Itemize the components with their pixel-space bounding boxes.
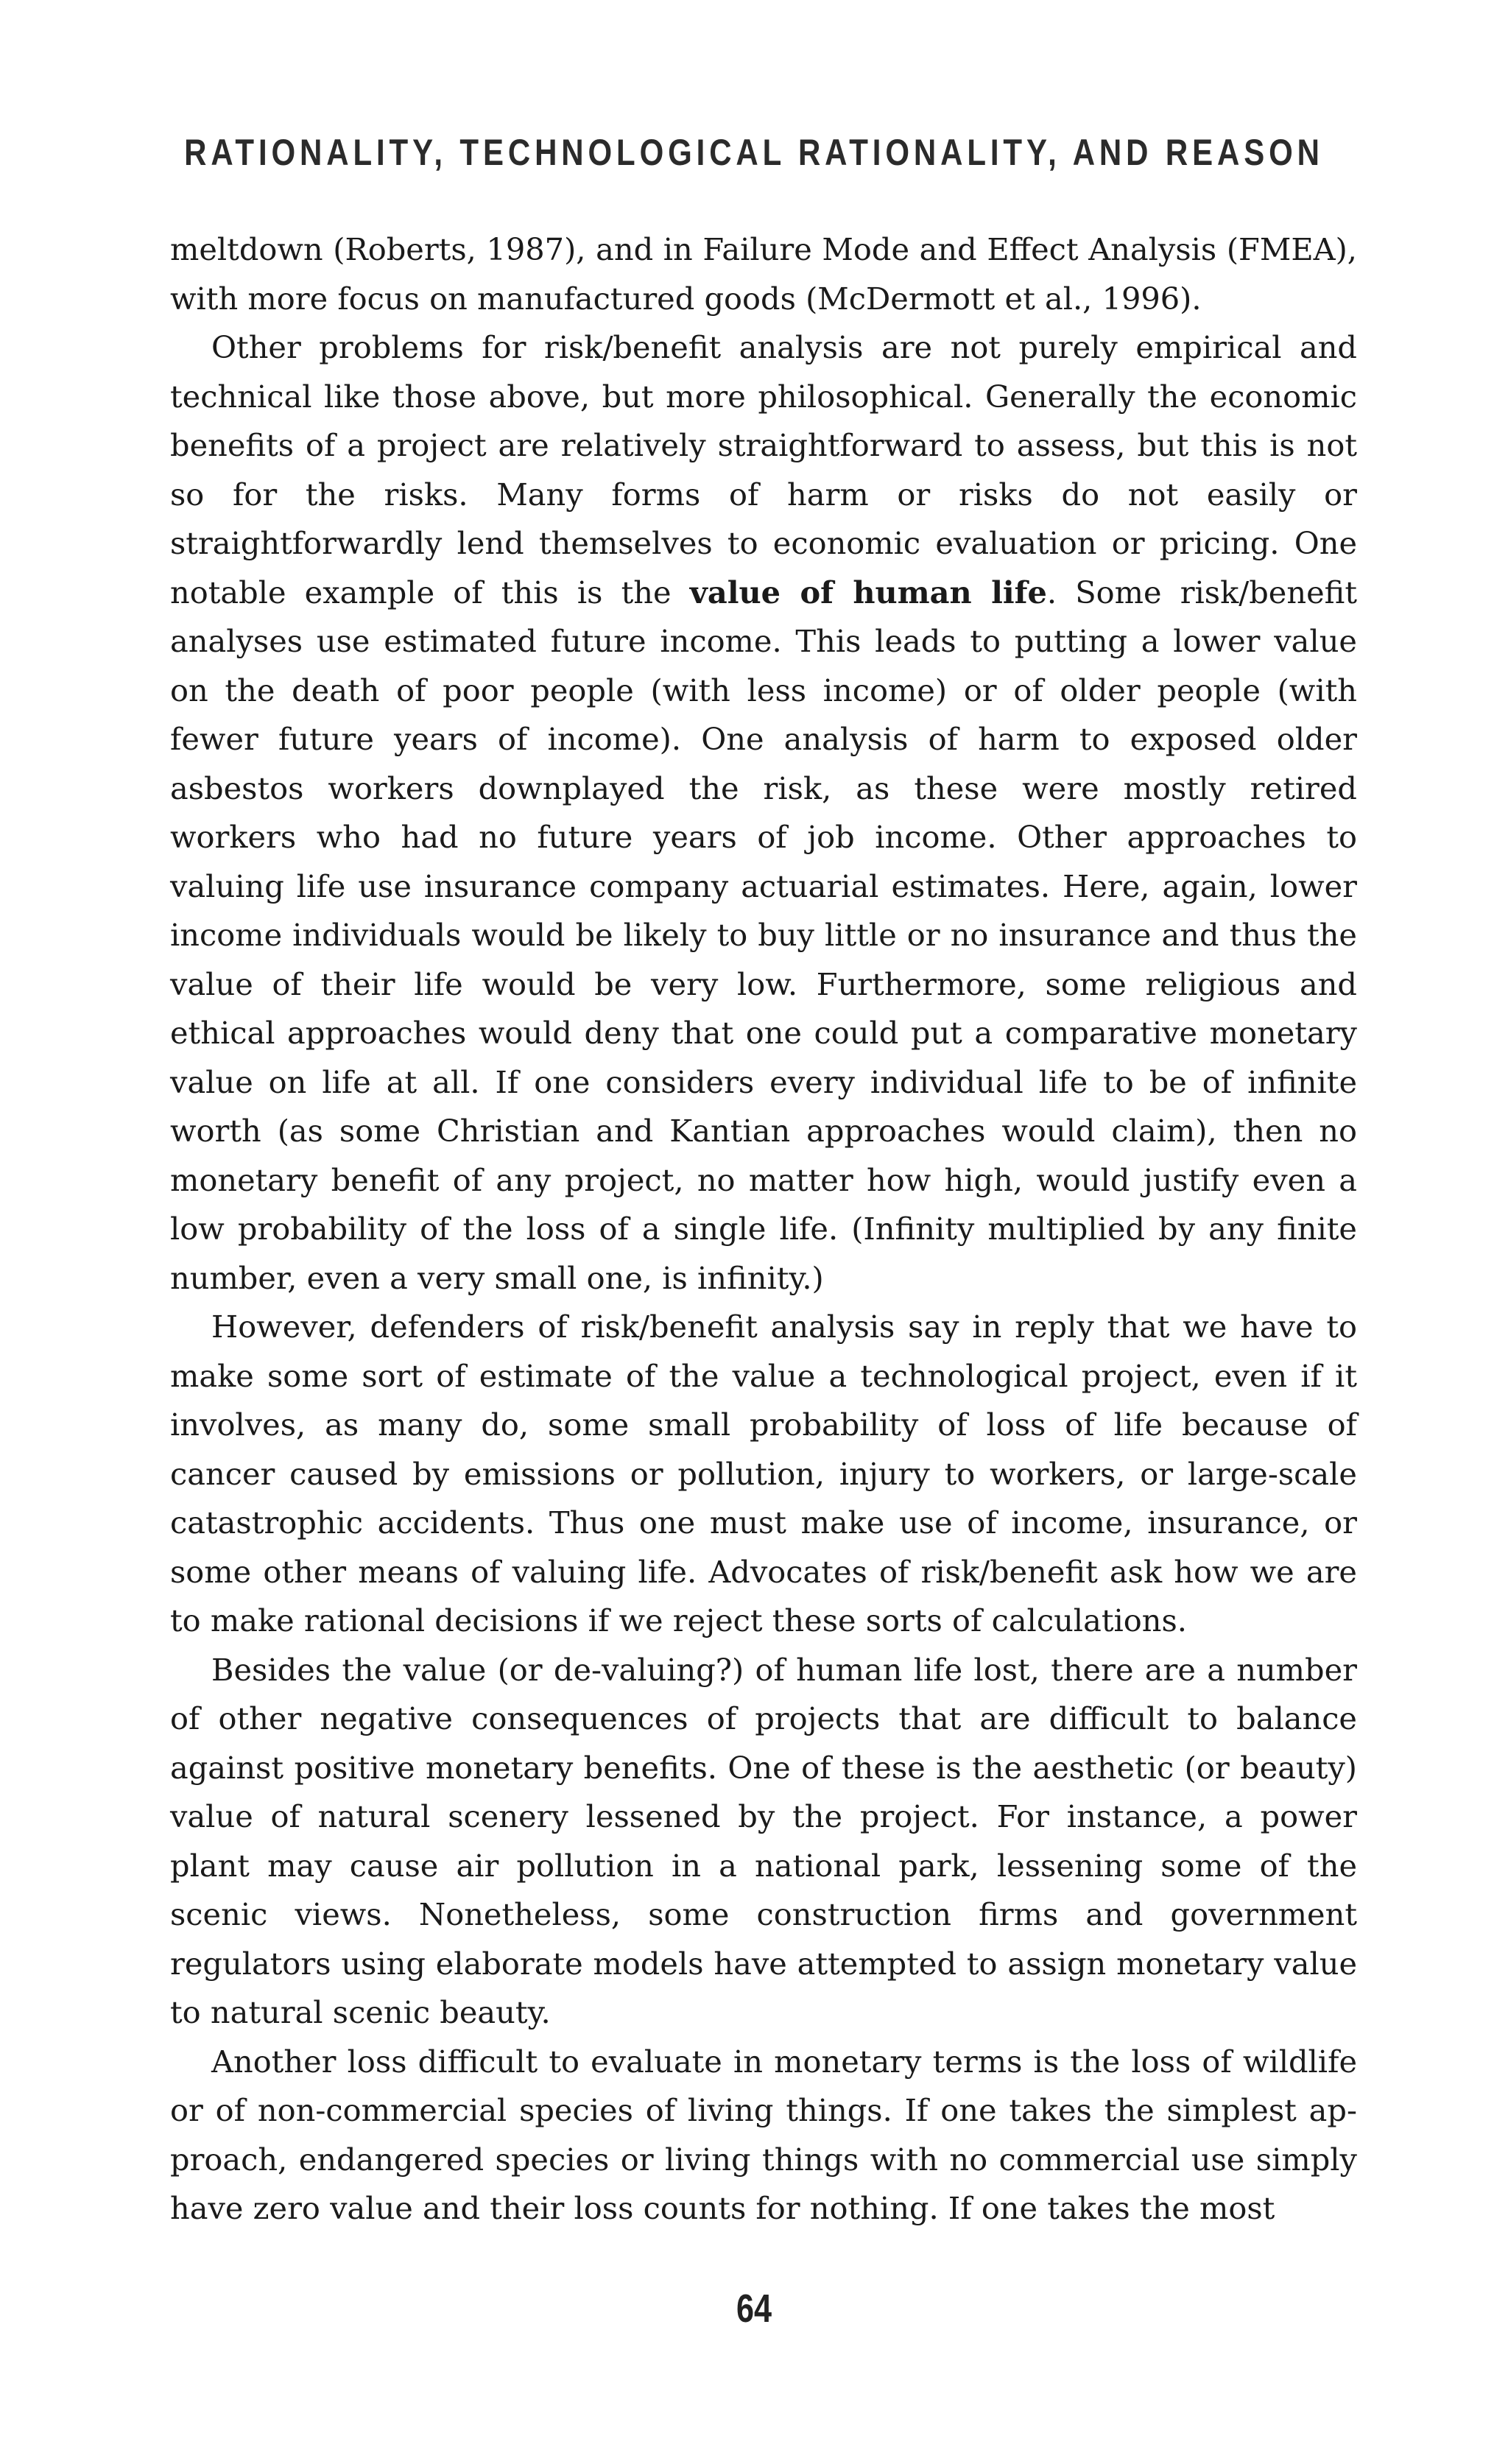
paragraph-5: Another loss difficult to evaluate in monetary terms is the loss of wildlife or of non-commercial species of living things. If one takes the simplest approach, endangered species or living things with no commercial use simply have zero value and their loss counts for nothing. If one takes the most [170, 2043, 1357, 2226]
paragraph-3: However, defenders of risk/benefit analysis say in reply that we have to make some sort of estimate of the value a technological project, even if it involves, as many do, some small probability of loss of life because of cancer caused by emissions or pollution, injury to workers, or large-scale catastrophic accidents. Thus one must make use of income, insurance, or some other means of valuing life. Advocates of risk/benefit ask how we are to make rational decisions if we reject these sorts of calculations. [170, 1309, 1357, 1638]
paragraph-1: meltdown (Roberts, 1987), and in Failure Mode and Effect Analysis (FMEA), with more focus on manufactured goods (McDermott et al., 1996). [170, 231, 1357, 317]
paragraph-4: Besides the value (or de-valuing?) of human life lost, there are a number of other negative consequences of projects that are difficult to balance against positive monetary benefits. One of these is the aesthetic (or beauty) value of natural scenery lessened by the project. For instance, a power plant may cause air pollution in a national park, lessening some of the scenic views. Nonetheless, some construction firms and government regulators using elaborate models have attempted to assign monetary value to natural scenic beauty. [170, 1651, 1357, 2030]
paragraph-2-text-before: Other problems for risk/benefit analysis are not purely empirical and technical like those above, but more philosophical. Generally the economic benefits of a project are relatively straightforward to assess, but this is not so for the risks. Many forms of harm or risks do not easily or straightforwardly lend themselves to economic evaluation or pricing. One notable example of this is the [170, 329, 1357, 610]
page-number: 64 [736, 2287, 772, 2331]
bold-term-value-of-human-life: value of human life [689, 574, 1047, 610]
running-head: RATIONALITY, TECHNOLOGICAL RATIONALITY, AND REASON [184, 132, 1324, 173]
body-text [170, 225, 1357, 2234]
paragraph-2 [170, 323, 1357, 1303]
paragraph-2-text-after: . Some risk/benefit analyses use estimated future income. This leads to putting a lower value on the death of poor people (with less income) or of older people (with fewer future years of income). One analysis of harm to exposed older asbestos workers downplayed the risk, as these were mostly retired workers who had no future years of job income. Other approaches to valuing life use insurance company actuarial estimates. Here, again, lower income individuals would be likely to buy little or no insurance and thus the value of their life would be very low. Furthermore, some religious and ethical approaches would deny that one could put a comparative monetary value on life at all. If one considers every individual life to be of infinite worth (as some Christian and Kantian approaches would claim), then no monetary benefit of any project, no matter how high, would justify even a low probability of the loss of a single life. (Infinity multiplied by any finite number, even a very small one, is infinity.) [170, 574, 1357, 1296]
